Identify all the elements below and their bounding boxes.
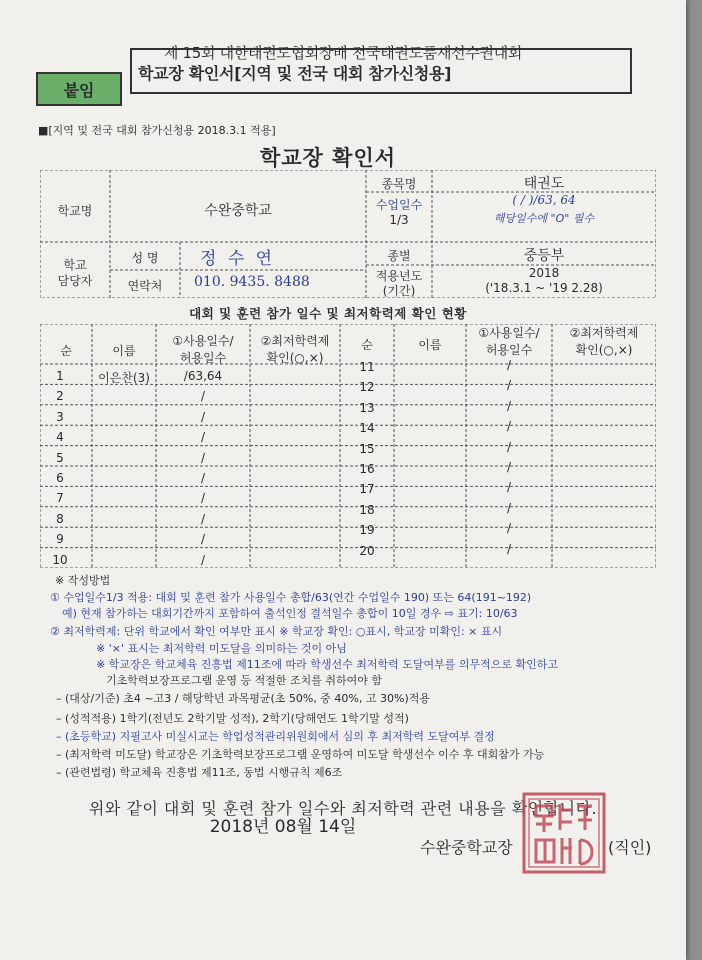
- row-days-right: /: [506, 419, 512, 434]
- note-2d: 기초학력보장프로그램 운영 등 적절한 조치를 취하여야 함: [106, 674, 383, 687]
- col-days-2: 허용일수: [179, 351, 227, 365]
- year-label-1: 적용년도: [375, 269, 423, 283]
- row-no: 2: [56, 389, 64, 404]
- class-days-label: 수업일수: [375, 198, 423, 212]
- row-no: 8: [56, 511, 64, 526]
- manager-label-1: 학교: [63, 258, 87, 272]
- notes-heading: ※ 작성방법: [55, 574, 111, 587]
- note-2b: ※ '×' 표시는 최저학력 미도달을 의미하는 것이 아님: [96, 642, 347, 655]
- row-no-right: 15: [359, 441, 375, 456]
- row-no: 3: [56, 409, 64, 424]
- row-no: 1: [56, 369, 64, 383]
- row-no: 5: [56, 450, 64, 465]
- row-no-right: 13: [359, 400, 375, 415]
- row-no-right: 19: [359, 523, 375, 538]
- name-value: 정 수 연: [200, 249, 276, 269]
- sport-label: 종목명: [381, 177, 417, 191]
- row-no-right: 20: [359, 543, 375, 558]
- contact-label: 연락처: [127, 279, 163, 293]
- col-days-right-2: 허용일수: [485, 343, 533, 357]
- row-no-right: 16: [359, 462, 375, 476]
- row-days: /: [200, 552, 206, 567]
- sport-value: 태권도: [523, 176, 565, 192]
- row-days-right: /: [506, 378, 512, 393]
- row-no-right: 18: [359, 502, 375, 517]
- school-label: 학교명: [57, 204, 93, 218]
- division-value: 중등부: [523, 248, 565, 264]
- row-no-right: 11: [359, 360, 375, 374]
- col-name-right: 이름: [418, 338, 442, 352]
- row-no: 9: [56, 532, 64, 547]
- note-2a: ② 최저학력제: 단위 학교에서 확인 여부만 표시 ※ 학교장 확인: ○표시, 학교장 미확인: × 표시: [50, 625, 503, 638]
- note-d4: – (최저학력 미도달) 학교장은 기초학력보장프로그램 운영하여 미도달 학생선수 이수 후 대회참가 가능: [56, 748, 545, 761]
- row-days-right: /: [506, 521, 512, 536]
- note-d2: – (성적적용) 1학기(전년도 2학기말 성적), 2학기(당해연도 1학기말 성적): [56, 712, 409, 725]
- confirm-text: 위와 같이 대회 및 훈련 참가 일수와 최저학력 관련 내용을 확인합니다.: [88, 799, 598, 818]
- school-principal-sign: 수완중학교장: [420, 838, 513, 857]
- info-table: [40, 170, 656, 298]
- row-days: /: [200, 471, 206, 485]
- note-2c: ※ 학교장은 학교체육 진흥법 제11조에 따라 학생선수 최저학력 도달여부를 의무적으로 확인하고: [96, 658, 558, 671]
- form-title: 학교장 확인서[지역 및 전국 대회 참가신청용]: [138, 64, 452, 83]
- seal-note: (직인): [608, 838, 652, 857]
- col-no: 순: [60, 344, 72, 358]
- row-days-right: /: [506, 480, 512, 495]
- year-value-1: 2018: [528, 266, 560, 280]
- col-min-1: ②최저학력제: [260, 334, 330, 348]
- school-name: 수완중학교: [204, 203, 272, 219]
- row-days: /63,64: [183, 369, 223, 383]
- row-no-right: 14: [359, 421, 375, 436]
- note-d5: – (관련법령) 학교체육 진흥법 제11조, 동법 시행규칙 제6조: [56, 766, 343, 779]
- row-days-right: /: [506, 460, 512, 474]
- col-min-right-2: 확인(○,×): [575, 343, 633, 357]
- row-days-right: /: [506, 500, 512, 515]
- row-no: 7: [56, 491, 64, 506]
- col-min-2: 확인(○,×): [266, 351, 324, 365]
- row-name: 이은찬(3): [98, 371, 150, 385]
- note-d1: – (대상/기준) 초4 ~고3 / 해당학년 과목평균(초 50%, 중 40%, 고 30%)적용: [56, 692, 430, 705]
- school-seal-stamp: [520, 790, 608, 876]
- col-name: 이름: [112, 344, 136, 358]
- row-days-right: /: [506, 398, 512, 413]
- year-value-2: ('18.3.1 ~ '19 2.28): [485, 281, 603, 295]
- annex-badge: 붙임: [36, 72, 122, 106]
- row-days: /: [200, 389, 206, 404]
- division-label: 종별: [387, 249, 411, 263]
- class-days-note: 해당일수에 "O" 필수: [493, 212, 595, 225]
- row-days-right: /: [506, 358, 512, 372]
- check-title: 대회 및 훈련 참가 일수 및 최저학력제 확인 현황: [189, 306, 467, 321]
- row-no-right: 12: [359, 380, 375, 395]
- doc-title: 학교장 확인서: [259, 146, 397, 170]
- row-days: /: [200, 532, 206, 547]
- row-days: /: [200, 409, 206, 424]
- form-code: ■[지역 및 전국 대회 참가신청용 2018.3.1 적용]: [38, 124, 276, 137]
- year-label-2: (기간): [382, 284, 416, 298]
- col-min-right-1: ②최저학력제: [569, 326, 639, 340]
- row-days: /: [200, 511, 206, 526]
- col-days-right-1: ①사용일수/: [478, 326, 540, 340]
- row-days: /: [200, 430, 206, 445]
- class-days-value: ( / )/63, 64: [512, 193, 576, 207]
- row-no: 4: [56, 430, 64, 445]
- document-date: 2018년 08월 14일: [209, 817, 357, 837]
- name-label: 성 명: [131, 251, 159, 265]
- note-1b: 예) 현재 참가하는 대회기간까지 포함하여 출석인정 결석일수 총합이 10일 경우 ⇨ 표기: 10/63: [62, 607, 518, 620]
- row-no-right: 17: [359, 482, 375, 497]
- row-days: /: [200, 450, 206, 465]
- event-title: 제 15회 대한태권도협회장배 전국태권도품새선수권대회: [163, 44, 523, 62]
- col-no-right: 순: [361, 338, 373, 352]
- class-days-fraction: 1/3: [389, 213, 409, 227]
- col-days-1: ①사용일수/: [172, 334, 234, 348]
- row-no: 6: [56, 471, 64, 485]
- contact-value: 010. 9435. 8488: [194, 274, 310, 290]
- note-d3: – (초등학교) 지필고사 미실시교는 학업성적관리위원회에서 심의 후 최저학력 도달여부 결정: [56, 730, 495, 743]
- note-1a: ① 수업일수1/3 적용: 대회 및 훈련 참가 사용일수 총합/63(연간 수업일수 190) 또는 64(191~192): [50, 591, 532, 604]
- manager-label-2: 담당자: [57, 274, 93, 288]
- row-days-right: /: [506, 439, 512, 454]
- row-days: /: [200, 491, 206, 506]
- row-days-right: /: [506, 541, 512, 556]
- check-table: [40, 324, 656, 568]
- row-no: 10: [52, 552, 68, 567]
